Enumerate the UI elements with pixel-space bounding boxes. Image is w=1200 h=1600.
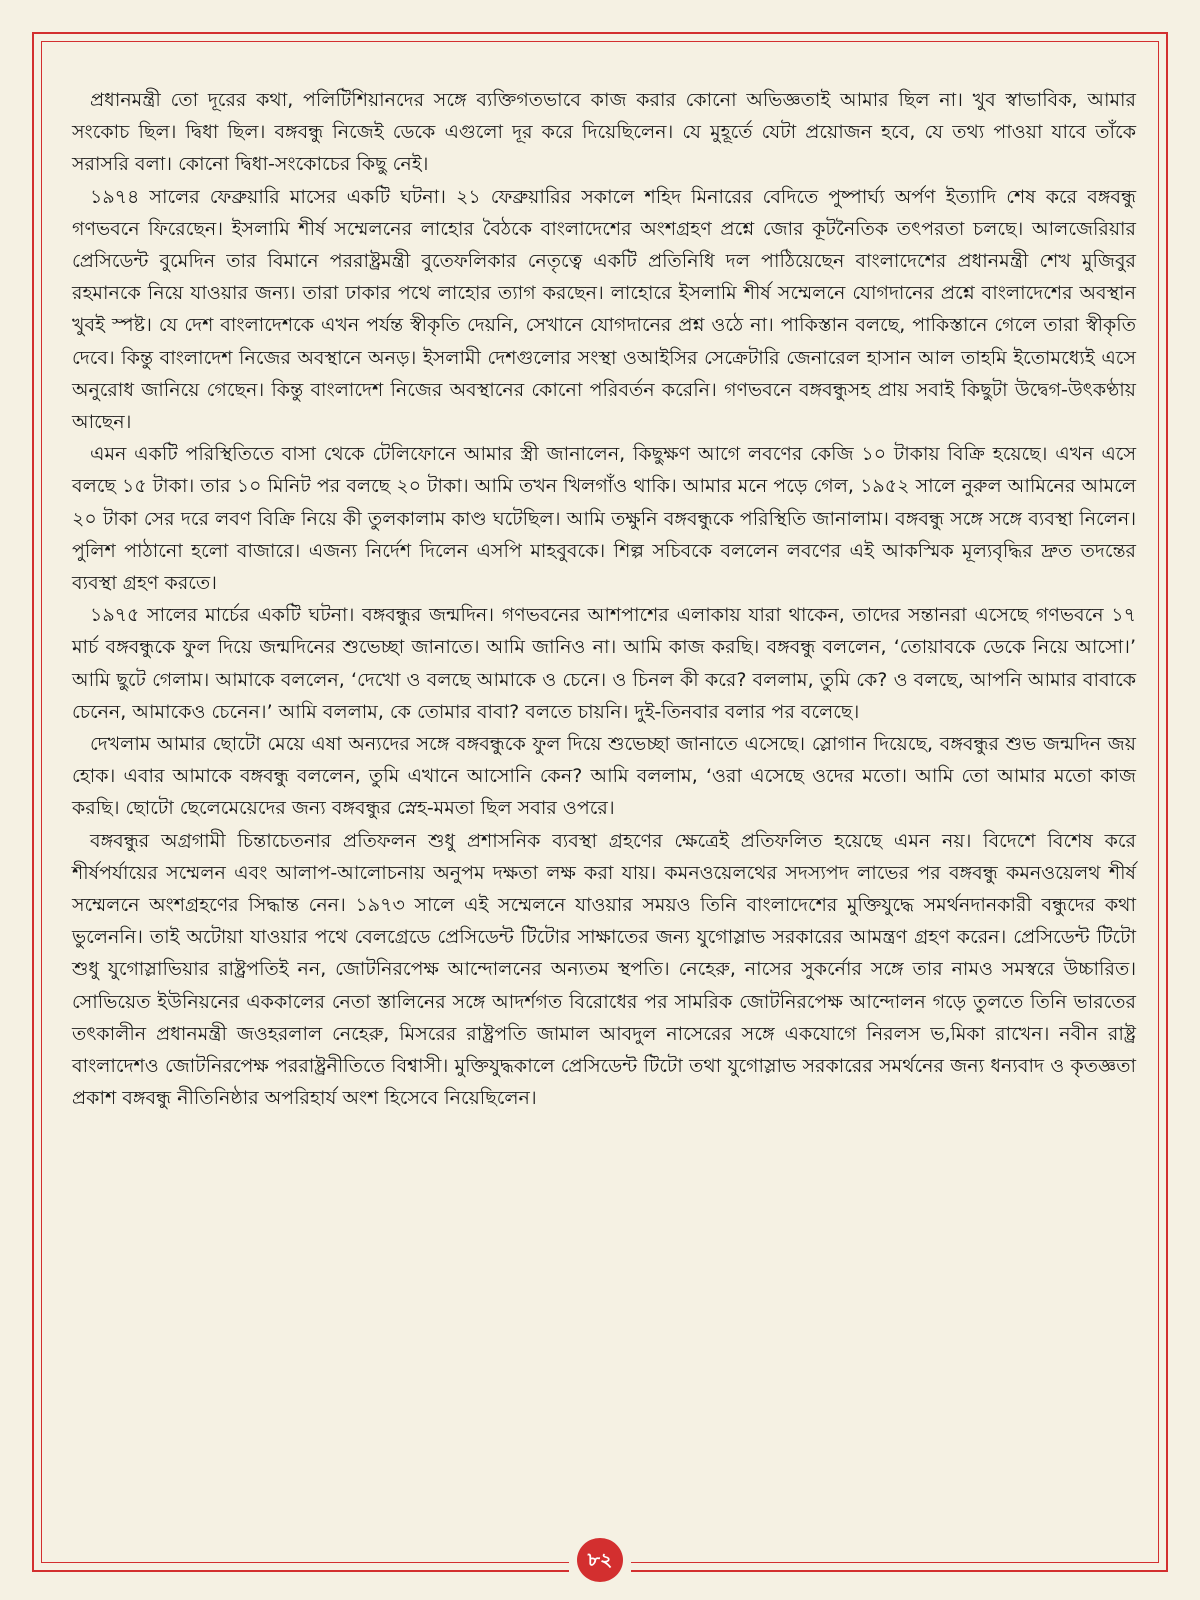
page-body — [72, 84, 1136, 1524]
paragraph-3: এমন একটি পরিস্থিতিতে বাসা থেকে টেলিফোনে আমার স্ত্রী জানালেন, কিছুক্ষণ আগে লবণের কেজি ১০ টাকায় বিক্রি হয়েছে। এখন এসে বলছে ১৫ টাকা। তার ১০ মিনিট পর বলছে ২০ টাকা। আমি তখন খিলগাঁও থাকি। আমার মনে পড়ে গেল, ১৯৫২ সালে নুরুল আমিনের আমলে ২০ টাকা সের দরে লবণ বিক্রি নিয়ে কী তুলকালাম কাণ্ড ঘটেছিল। আমি তক্ষুনি বঙ্গবন্ধুকে পরিস্থিতি জানালাম। বঙ্গবন্ধু সঙ্গে সঙ্গে ব্যবস্থা নিলেন। পুলিশ পাঠানো হলো বাজারে। এজন্য নির্দেশ দিলেন এসপি মাহবুবকে। শিল্প সচিবকে বললেন লবণের এই আকস্মিক মূল্যবৃদ্ধির দ্রুত তদন্তের ব্যবস্থা গ্রহণ করতে। — [72, 443, 1136, 595]
page-number: ৮২ — [577, 1538, 623, 1582]
paragraph-6: বঙ্গবন্ধুর অগ্রগামী চিন্তাচেতনার প্রতিফলন শুধু প্রশাসনিক ব্যবস্থা গ্রহণের ক্ষেত্রেই প্রতিফলিত হয়েছে এমন নয়। বিদেশে বিশেষ করে শীর্ষপর্যায়ের সম্মেলন এবং আলাপ-আলোচনায় অনুপম দক্ষতা লক্ষ করা যায়। কমনওয়েলথের সদস্যপদ লাভের পর বঙ্গবন্ধু কমনওয়েলথ শীর্ষ সম্মেলনে অংশগ্রহণের সিদ্ধান্ত নেন। ১৯৭৩ সালে এই সম্মেলনে যাওয়ার সময়ও তিনি বাংলাদেশের মুক্তিযুদ্ধে সমর্থনদানকারী বন্ধুদের কথা ভুলেননি। তাই অটোয়া যাওয়ার পথে বেলগ্রেডে প্রেসিডেন্ট টিটোর সাক্ষাতের জন্য যুগোস্লাভ সরকারের আমন্ত্রণ গ্রহণ করেন। প্রেসিডেন্ট টিটো শুধু যুগোস্লাভিয়ার রাষ্ট্রপতিই নন, জোটনিরপেক্ষ আন্দোলনের অন্যতম স্থপতি। নেহেরু, নাসের সুকর্নোর সঙ্গে তার নামও সমস্বরে উচ্চারিত। সোভিয়েত ইউনিয়নের এককালের নেতা স্তালিনের সঙ্গে আদর্শগত বিরোধের পর সামরিক জোটনিরপেক্ষ আন্দোলন গড়ে তুলতে তিনি ভারতের তৎকালীন প্রধানমন্ত্রী জওহরলাল নেহেরু, মিসরের রাষ্ট্রপতি জামাল আবদুল নাসেরের সঙ্গে একযোগে নিরলস ভ‚মিকা রাখেন। নবীন রাষ্ট্র বাংলাদেশও জোটনিরপেক্ষ পররাষ্ট্রনীতিতে বিশ্বাসী। মুক্তিযুদ্ধকালে প্রেসিডেন্ট টিটো তথা যুগোস্লাভ সরকারের সমর্থনের জন্য ধন্যবাদ ও কৃতজ্ঞতা প্রকাশ বঙ্গবন্ধু নীতিনিষ্ঠার অপরিহার্য অংশ হিসেবে নিয়েছিলেন। — [72, 829, 1136, 1110]
paragraph-1: প্রধানমন্ত্রী তো দূরের কথা, পলিটিশিয়ানদের সঙ্গে ব্যক্তিগতভাবে কাজ করার কোনো অভিজ্ঞতাই আমার ছিল না। খুব স্বাভাবিক, আমার সংকোচ ছিল। দ্বিধা ছিল। বঙ্গবন্ধু নিজেই ডেকে এগুলো দূর করে দিয়েছিলেন। যে মুহূর্তে যেটা প্রয়োজন হবে, যে তথ্য পাওয়া যাবে তাঁকে সরাসরি বলা। কোনো দ্বিধা-সংকোচের কিছু নেই। — [72, 89, 1136, 176]
paragraph-2: ১৯৭৪ সালের ফেব্রুয়ারি মাসের একটি ঘটনা। ২১ ফেব্রুয়ারির সকালে শহিদ মিনারের বেদিতে পুষ্পার্ঘ্য অর্পণ ইত্যাদি শেষ করে বঙ্গবন্ধু গণভবনে ফিরেছেন। ইসলামি শীর্ষ সম্মেলনের লাহোর বৈঠকে বাংলাদেশের অংশগ্রহণ প্রশ্নে জোর কূটনৈতিক তৎপরতা চলছে। আলজেরিয়ার প্রেসিডেন্ট বুমেদিন তার বিমানে পররাষ্ট্রমন্ত্রী বুতেফলিকার নেতৃত্বে একটি প্রতিনিধি দল পাঠিয়েছেন বাংলাদেশের প্রধানমন্ত্রী শেখ মুজিবুর রহমানকে নিয়ে যাওয়ার জন্য। তারা ঢাকার পথে লাহোর ত্যাগ করছেন। লাহোরে ইসলামি শীর্ষ সম্মেলনে যোগদানের প্রশ্নে বাংলাদেশের অবস্থান খুবই স্পষ্ট। যে দেশ বাংলাদেশকে এখন পর্যন্ত স্বীকৃতি দেয়নি, সেখানে যোগদানের প্রশ্ন ওঠে না। পাকিস্তান বলছে, পাকিস্তানে গেলে তারা স্বীকৃতি দেবে। কিন্তু বাংলাদেশ নিজের অবস্থানে অনড়। ইসলামী দেশগুলোর সংস্থা ওআইসির সেক্রেটারি জেনারেল হাসান আল তাহমি ইতোমধ্যেই এসে অনুরোধ জানিয়ে গেছেন। কিন্তু বাংলাদেশ নিজের অবস্থানের কোনো পরিবর্তন করেনি। গণভবনে বঙ্গবন্ধুসহ প্রায় সবাই কিছুটা উদ্বেগ-উৎকণ্ঠায় আছেন। — [72, 185, 1136, 434]
page-number-area — [569, 1538, 631, 1582]
paragraph-5: দেখলাম আমার ছোটো মেয়ে এষা অন্যদের সঙ্গে বঙ্গবন্ধুকে ফুল দিয়ে শুভেচ্ছা জানাতে এসেছে। স্লোগান দিয়েছে, বঙ্গবন্ধুর শুভ জন্মদিন জয় হোক। এবার আমাকে বঙ্গবন্ধু বললেন, তুমি এখানে আসোনি কেন? আমি বললাম, ‘ওরা এসেছে ওদের মতো। আমি তো আমার মতো কাজ করছি। ছোটো ছেলেমেয়েদের জন্য বঙ্গবন্ধুর স্নেহ-মমতা ছিল সবার ওপরে। — [72, 733, 1136, 820]
paragraph-4: ১৯৭৫ সালের মার্চের একটি ঘটনা। বঙ্গবন্ধুর জন্মদিন। গণভবনের আশপাশের এলাকায় যারা থাকেন, তাদের সন্তানরা এসেছে গণভবনে ১৭ মার্চ বঙ্গবন্ধুকে ফুল দিয়ে জন্মদিনের শুভেচ্ছা জানাতে। আমি জানিও না। আমি কাজ করছি। বঙ্গবন্ধু বললেন, ‘তোয়াবকে ডেকে নিয়ে আসো।’ আমি ছুটে গেলাম। আমাকে বললেন, ‘দেখো ও বলছে আমাকে ও চেনে। ও চিনল কী করে? বললাম, তুমি কে? ও বলছে, আপনি আমার বাবাকে চেনেন, আমাকেও চেনেন।’ আমি বললাম, কে তোমার বাবা? বলতে চায়নি। দুই-তিনবার বলার পর বলেছে। — [72, 604, 1136, 723]
